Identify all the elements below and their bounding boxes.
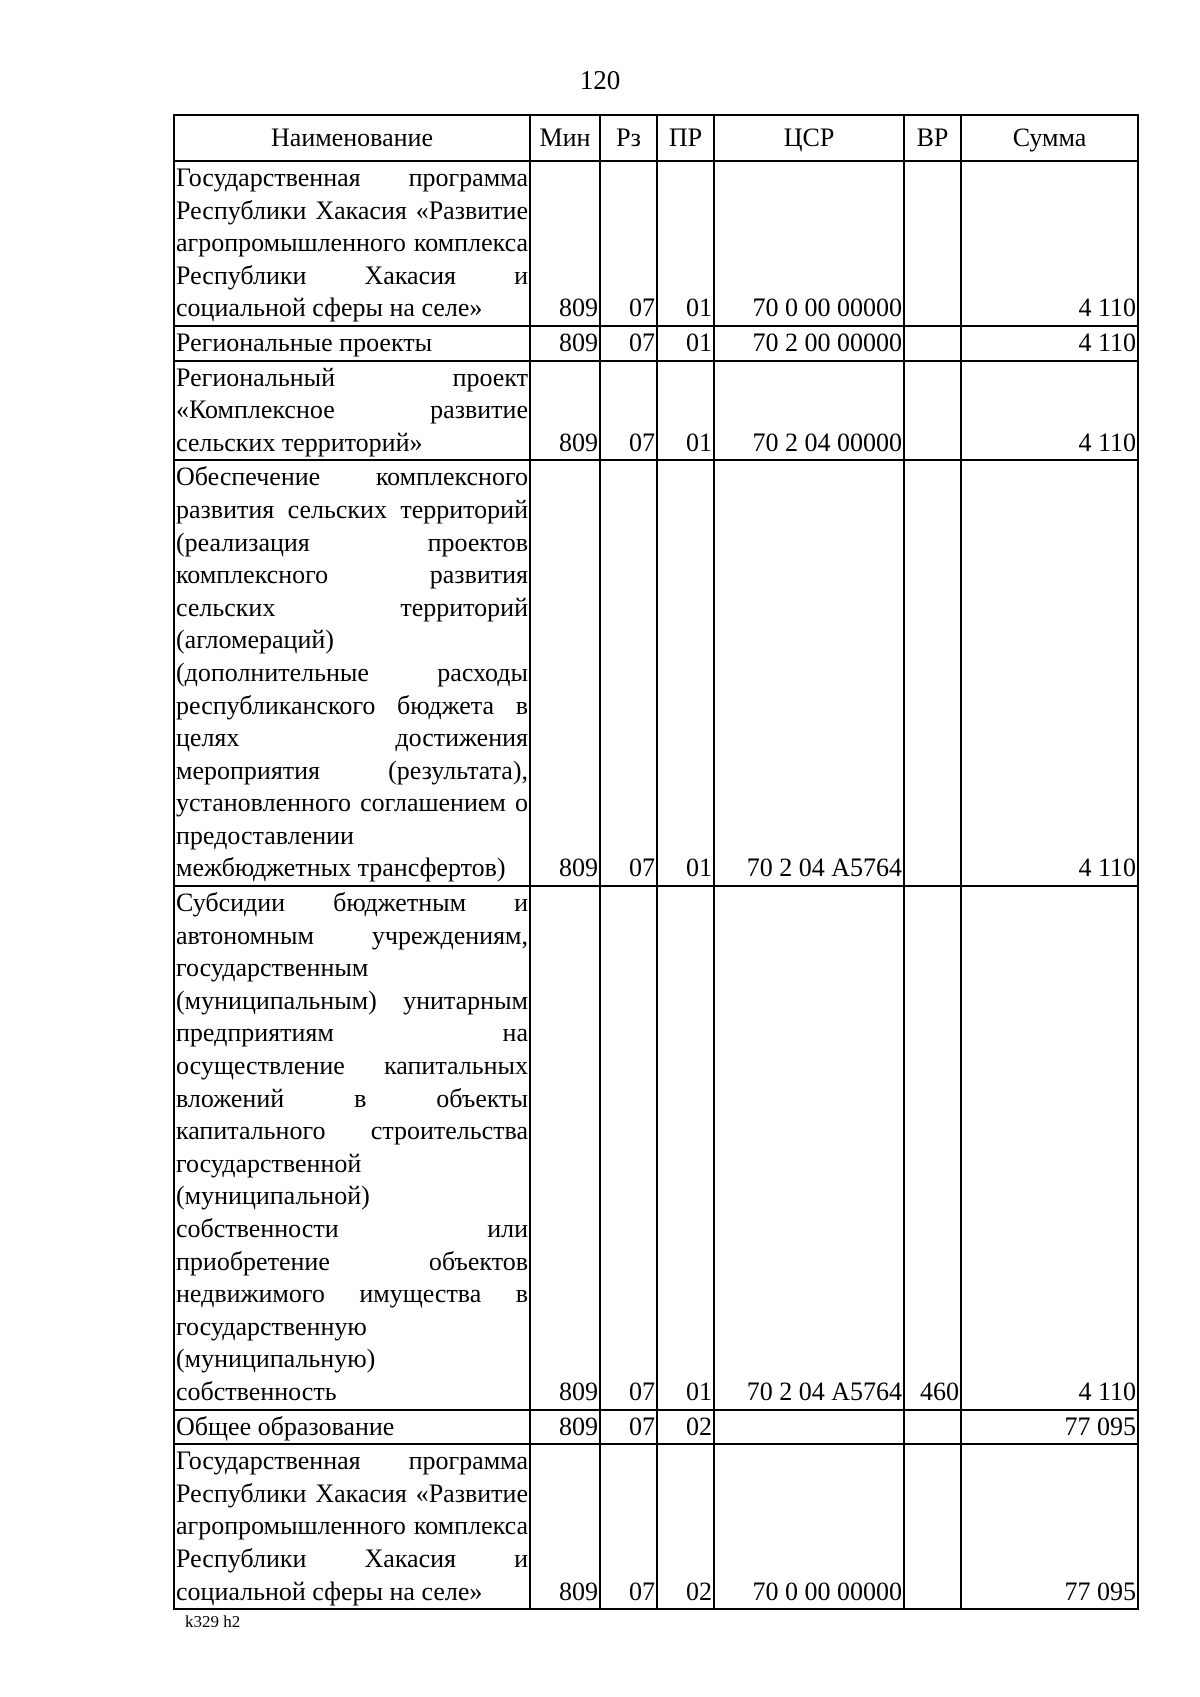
row-name: Государственная программа Республики Хакасия «Развитие агропромышленного комплекса Республики Хакасия и социальной сферы на селе» <box>174 161 530 326</box>
row-rz: 07 <box>600 1410 657 1445</box>
row-name: Субсидии бюджетным и автономным учреждениям, государственным (муниципальным) унитарным предприятиям на осуществление капитальных вложений в объекты капитального строительства государственной (муниципальной) собственности или приобретение объектов недвижимого имущества в государственную (муниципальную) собственность <box>174 886 530 1410</box>
row-min: 809 <box>530 886 600 1410</box>
row-csr: 70 0 00 00000 <box>714 161 904 326</box>
row-csr: 70 2 00 00000 <box>714 326 904 361</box>
row-rz: 07 <box>600 161 657 326</box>
row-vr <box>904 460 961 886</box>
row-pr: 02 <box>657 1410 714 1445</box>
row-vr <box>904 161 961 326</box>
row-rz: 07 <box>600 886 657 1410</box>
header-row <box>174 115 1138 161</box>
header-pr: ПР <box>657 115 714 161</box>
row-sum: 4 110 <box>961 326 1138 361</box>
row-sum: 77 095 <box>961 1444 1138 1609</box>
row-vr <box>904 326 961 361</box>
row-min: 809 <box>530 1410 600 1445</box>
header-vr: ВР <box>904 115 961 161</box>
footer-code: k329 h2 <box>185 1612 241 1631</box>
row-name: Общее образование <box>174 1410 530 1445</box>
header-name: Наименование <box>174 115 530 161</box>
table-row <box>174 326 1138 361</box>
row-min: 809 <box>530 361 600 461</box>
budget-table <box>173 114 1139 1610</box>
table-row <box>174 1444 1138 1609</box>
row-csr: 70 0 00 00000 <box>714 1444 904 1609</box>
row-csr: 70 2 04 А5764 <box>714 886 904 1410</box>
row-min: 809 <box>530 326 600 361</box>
row-pr: 01 <box>657 361 714 461</box>
row-vr: 460 <box>904 886 961 1410</box>
header-min: Мин <box>530 115 600 161</box>
row-min: 809 <box>530 1444 600 1609</box>
row-rz: 07 <box>600 1444 657 1609</box>
row-rz: 07 <box>600 361 657 461</box>
row-rz: 07 <box>600 326 657 361</box>
header-sum: Сумма <box>961 115 1138 161</box>
header-rz: Рз <box>600 115 657 161</box>
row-vr <box>904 1444 961 1609</box>
row-min: 809 <box>530 460 600 886</box>
row-name: Региональные проекты <box>174 326 530 361</box>
row-csr <box>714 1410 904 1445</box>
row-sum: 77 095 <box>961 1410 1138 1445</box>
table-row <box>174 361 1138 461</box>
row-sum: 4 110 <box>961 361 1138 461</box>
row-sum: 4 110 <box>961 886 1138 1410</box>
row-min: 809 <box>530 161 600 326</box>
row-pr: 01 <box>657 886 714 1410</box>
row-csr: 70 2 04 А5764 <box>714 460 904 886</box>
row-pr: 02 <box>657 1444 714 1609</box>
table-row <box>174 1410 1138 1445</box>
row-csr: 70 2 04 00000 <box>714 361 904 461</box>
row-name: Государственная программа Республики Хакасия «Развитие агропромышленного комплекса Республики Хакасия и социальной сферы на селе» <box>174 1444 530 1609</box>
row-sum: 4 110 <box>961 460 1138 886</box>
table-row <box>174 460 1138 886</box>
row-name: Обеспечение комплексного развития сельских территорий (реализация проектов комплексного развития сельских территорий (агломераций) (дополнительные расходы республиканского бюджета в целях достижения мероприятия (результата), установленного соглашением о предоставлении межбюджетных трансфертов) <box>174 460 530 886</box>
row-sum: 4 110 <box>961 161 1138 326</box>
row-pr: 01 <box>657 161 714 326</box>
table-row <box>174 161 1138 326</box>
row-vr <box>904 1410 961 1445</box>
row-pr: 01 <box>657 326 714 361</box>
table-row <box>174 886 1138 1410</box>
row-name: Региональный проект «Комплексное развитие сельских территорий» <box>174 361 530 461</box>
header-csr: ЦСР <box>714 115 904 161</box>
page-number: 120 <box>579 65 621 95</box>
row-rz: 07 <box>600 460 657 886</box>
row-vr <box>904 361 961 461</box>
row-pr: 01 <box>657 460 714 886</box>
